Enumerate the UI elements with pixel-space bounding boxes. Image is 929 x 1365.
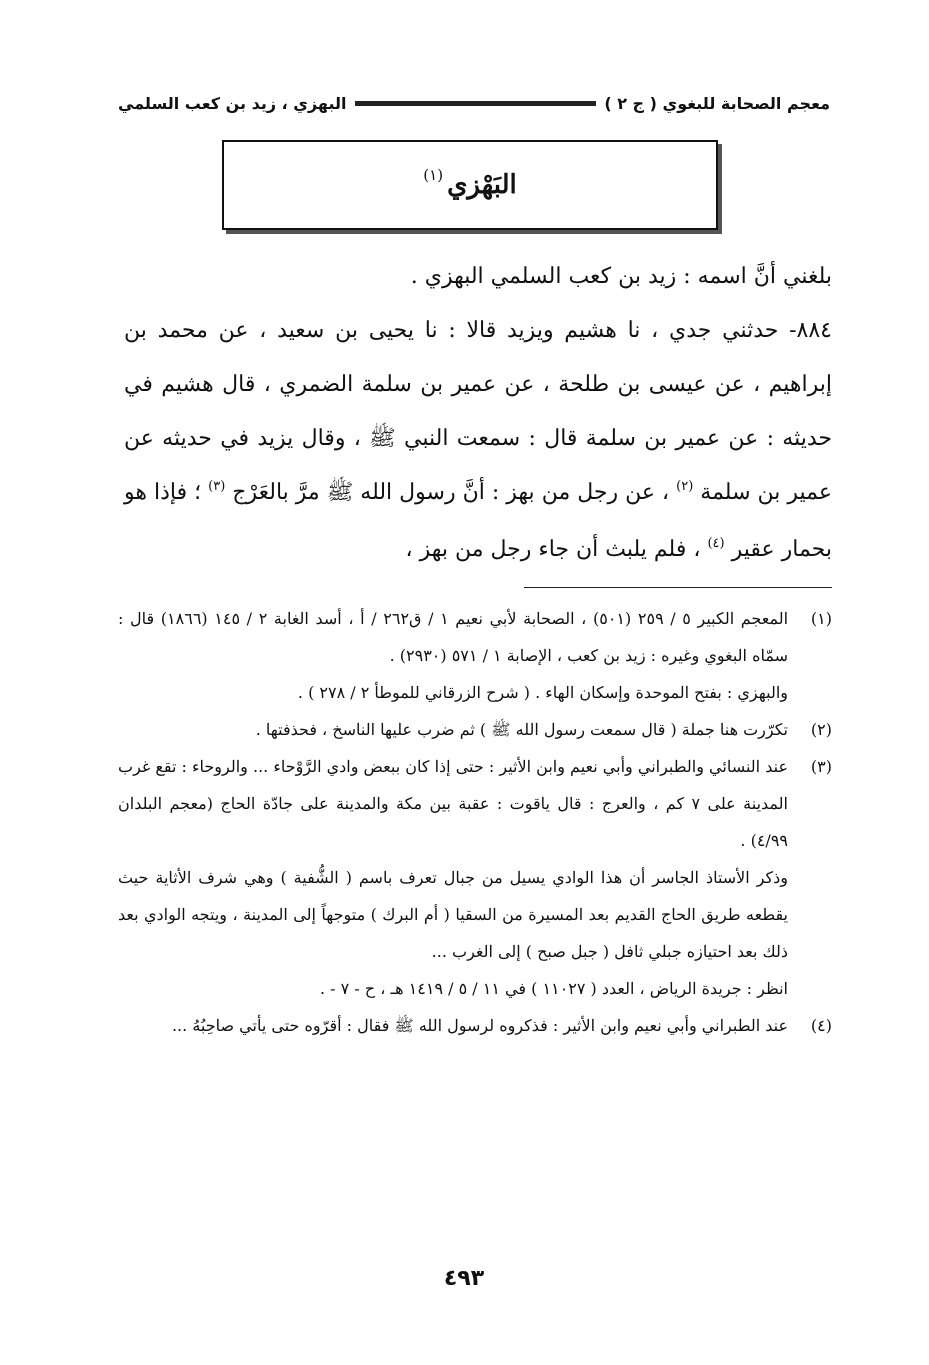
entry-title-box <box>222 140 718 230</box>
footnote-3 <box>118 748 832 1007</box>
entry-title: البَهْزي <box>447 170 517 200</box>
footnote-paragraph: عند النسائي والطبراني وأبي نعيم وابن الأثير : حتى إذا كان ببعض وادي الرَّوْحاء ... والروحاء : تقع غرب المدينة على ٧ كم ، والعرج : قال ياقوت : عقبة بين مكة والمدينة على جادّة الحاج (معجم البلدان ٤/٩٩) . <box>118 757 788 850</box>
footnote-body <box>118 748 788 1007</box>
footnote-body <box>118 600 788 711</box>
footnote-ref-3: (٣) <box>208 479 226 494</box>
running-header-rule <box>355 101 597 106</box>
running-header-chapter-title: البهزي ، زيد بن كعب السلمي <box>118 93 347 113</box>
hadith-text-part: ، فلم يلبث أن جاء رجل من بهز ، <box>405 537 701 562</box>
footnote-number: (١) <box>810 609 832 628</box>
footnote-1 <box>118 600 832 711</box>
footnote-body <box>118 711 788 748</box>
footnote-paragraph: تكرّرت هنا جملة ( قال سمعت رسول الله ﷺ ) ثم ضرب عليها الناسخ ، فحذفتها . <box>255 720 788 739</box>
footnote-ref-4: (٤) <box>707 536 725 551</box>
footnote-paragraph: والبهزي : بفتح الموحدة وإسكان الهاء . ( شرح الزرقاني للموطأ ٢ / ٢٧٨ ) . <box>297 683 788 702</box>
footnote-paragraph: انظر : جريدة الرياض ، العدد ( ١١٠٢٧ ) في ١١ / ٥ / ١٤١٩ هـ ، ح - ٧ - . <box>319 979 788 998</box>
footnote-body <box>118 1007 788 1044</box>
main-text <box>124 250 832 580</box>
running-header-book-title: معجم الصحابة للبغوي ( ج ٢ ) <box>604 93 830 113</box>
running-header <box>118 86 830 120</box>
hadith-text-part: ٨٨٤- حدثني جدي ، نا هشيم ويزيد قالا : نا يحيى بن سعيد ، عن محمد بن إبراهيم ، عن عيسى بن طلحة ، عن عمير بن سلمة الضمري ، قال هشيم في حديثه : عن عمير بن سلمة قال : سمعت النبي ﷺ ، وقال يزيد في حديثه عن عمير بن سلمة <box>124 318 833 505</box>
footnotes <box>118 600 832 1044</box>
footnote-ref-2: (٢) <box>676 479 694 494</box>
footnote-paragraph: عند الطبراني وأبي نعيم وابن الأثير : فذكروه لرسول الله ﷺ فقال : أقرّوه حتى يأتي صاحِبُهُ ... <box>171 1016 788 1035</box>
page-number: ٤٩٣ <box>443 1266 485 1291</box>
footnote-number: (٣) <box>810 757 832 776</box>
entry-title-footnote-ref: (١) <box>423 166 444 184</box>
hadith-paragraph <box>124 304 832 580</box>
footnote-2 <box>118 711 832 748</box>
hadith-text-part: ؛ فإذا هو بحمار عقير <box>124 480 832 562</box>
footnote-separator <box>524 587 832 588</box>
intro-paragraph: بلغني أنَّ اسمه : زيد بن كعب السلمي البهزي . <box>410 264 832 289</box>
footnote-paragraph: وذكر الأستاذ الجاسر أن هذا الوادي يسيل من جبال تعرف باسم ( الشُّفية ) وهي شرف الأثاية حيث يقطعه طريق الحاج القديم بعد المسيرة من السقيا ( أم البرك ) متوجهاً إلى المدينة ، ويتجه الوادي بعد ذلك بعد احتيازه جبلي ثافل ( جبل صبح ) إلى الغرب ... <box>118 868 788 961</box>
hadith-text-part: ، عن رجل من بهز : أنَّ رسول الله ﷺ مرَّ بالعَرْج <box>232 480 670 505</box>
footnote-paragraph: المعجم الكبير ٥ / ٢٥٩ (٥٠١) ، الصحابة لأبي نعيم ١ / ق٢٦٢ / أ ، أسد الغابة ٢ / ١٤٥ (١٨٦٦) قال : سمّاه البغوي وغيره : زيد بن كعب ، الإصابة ١ / ٥٧١ (٢٩٣٠) . <box>118 609 789 665</box>
footnote-number: (٢) <box>810 720 832 739</box>
footnote-number: (٤) <box>810 1016 832 1035</box>
footnote-4 <box>118 1007 832 1044</box>
